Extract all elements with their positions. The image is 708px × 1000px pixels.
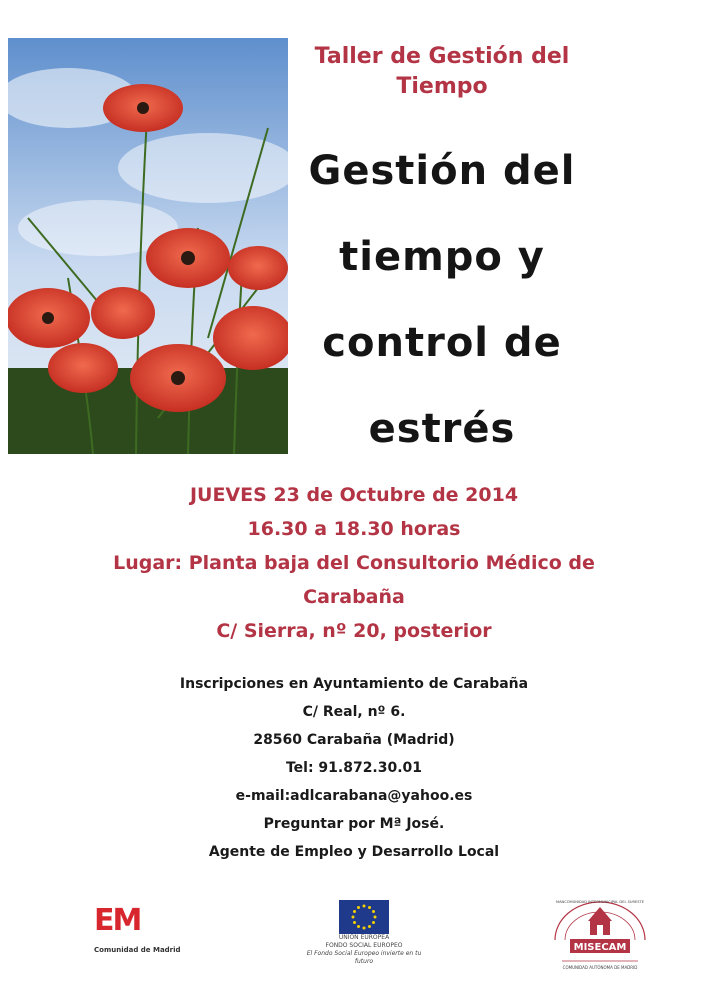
registration-contact: Preguntar por Mª José. <box>263 816 445 832</box>
event-place-line-2: Carabaña <box>303 586 405 608</box>
registration-line-2: C/ Real, nº 6. <box>302 704 406 720</box>
misecam-bottom-text: COMUNIDAD AUTÓNOMA DE MADRID <box>562 965 638 970</box>
event-place-line-1: Lugar: Planta baja del Consultorio Médico de <box>113 552 595 574</box>
event-time: 16.30 a 18.30 horas <box>247 518 461 540</box>
misecam-logo <box>540 895 660 975</box>
registration-phone: Tel: 91.872.30.01 <box>285 760 423 776</box>
eu-stars-icon <box>339 900 389 934</box>
title-line-3: control de <box>322 320 562 366</box>
eu-flag-icon <box>339 900 389 934</box>
misecam-name: MISECAM <box>573 942 627 953</box>
eu-line-3: El Fondo Social Europeo invierte en tu futuro <box>306 950 422 965</box>
comunidad-madrid-logo <box>94 905 184 977</box>
poppy-photo <box>8 38 288 454</box>
eu-logo <box>300 900 428 970</box>
comunidad-madrid-name: Comunidad de Madrid <box>94 946 181 954</box>
registration-line-3: 28560 Carabaña (Madrid) <box>253 732 455 748</box>
title-line-2: tiempo y <box>339 234 545 280</box>
eu-line-1: UNIÓN EUROPEA <box>338 934 390 941</box>
registration-info <box>0 670 708 866</box>
poppy-field-illustration <box>8 38 288 454</box>
eu-line-2: FONDO SOCIAL EUROPEO <box>325 942 403 949</box>
registration-line-1: Inscripciones en Ayuntamiento de Carabaña <box>179 676 529 692</box>
comunidad-madrid-caption-bar <box>94 937 184 945</box>
subtitle-line-1: Taller de Gestión del <box>314 44 570 69</box>
registration-role: Agente de Empleo y Desarrollo Local <box>208 844 500 860</box>
event-date: JUEVES 23 de Octubre de 2014 <box>189 484 519 506</box>
subtitle-line-2: Tiempo <box>396 74 488 99</box>
event-details <box>0 478 708 648</box>
title-line-1: Gestión del <box>308 148 576 194</box>
event-address: C/ Sierra, nº 20, posterior <box>216 620 492 642</box>
title-line-4: estrés <box>368 406 516 452</box>
main-title <box>292 128 592 472</box>
comunidad-madrid-mark: EM <box>94 903 141 938</box>
registration-email: e-mail:adlcarabana@yahoo.es <box>235 788 473 804</box>
workshop-subtitle <box>292 42 592 102</box>
misecam-ring-text: MANCOMUNIDAD INTERMUNICIPAL DEL SURESTE <box>555 900 645 904</box>
misecam-badge-icon <box>540 895 660 975</box>
